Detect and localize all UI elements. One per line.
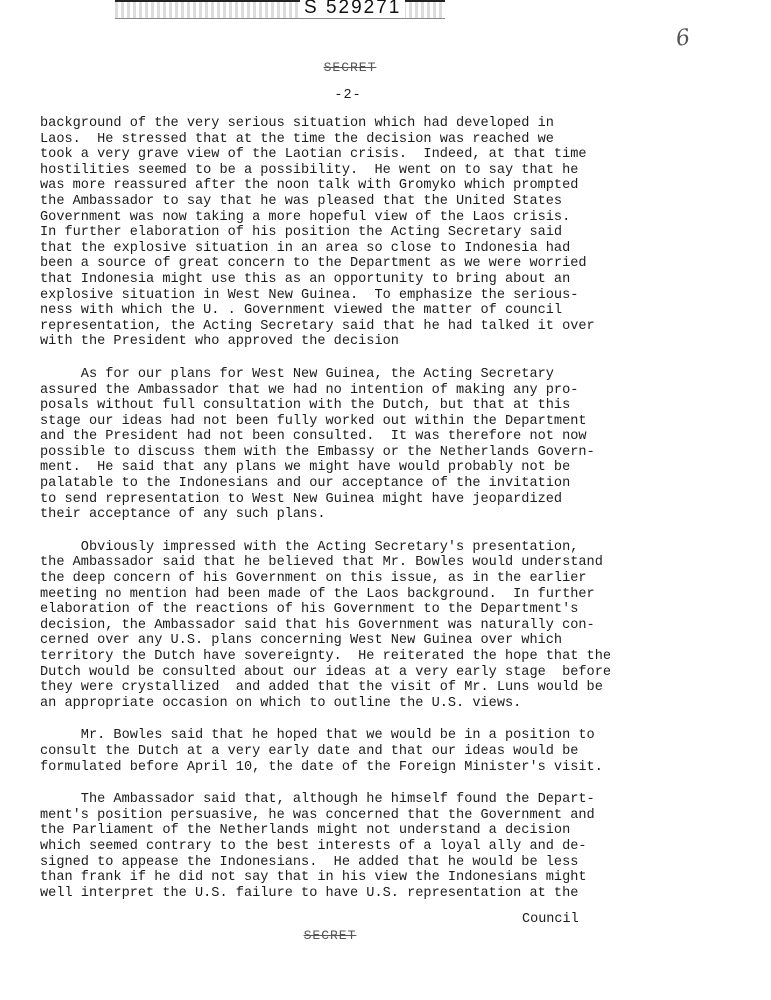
memo-body (40, 116, 680, 918)
text-line: signed to appease the Indonesians. He added that he would be less (40, 854, 579, 870)
text-line: the Ambassador to say that he was pleased that the United States (40, 193, 563, 209)
text-line: Dutch would be consulted about our ideas at a very early stage before (40, 664, 612, 680)
text-line: As for our plans for West New Guinea, the Acting Secretary (40, 366, 554, 382)
text-line: assured the Ambassador that we had no intention of making any pro- (40, 382, 579, 398)
text-line: than frank if he did not say that in his view the Indonesians might (40, 870, 587, 886)
text-line: explosive situation in West New Guinea. To emphasize the serious- (40, 287, 579, 303)
catchword: Council (522, 912, 579, 927)
text-line: decision, the Ambassador said that his Government was naturally con- (40, 617, 595, 633)
text-line: the Ambassador said that he believed that Mr. Bowles would understand (40, 555, 603, 571)
memo-paragraph (40, 367, 680, 523)
text-line: hostilities seemed to be a possibility. He went on to say that he (40, 162, 579, 178)
memo-paragraph (40, 116, 680, 350)
text-line: In further elaboration of his position the Acting Secretary said (40, 225, 563, 241)
text-line: elaboration of the reactions of his Government to the Department's (40, 602, 579, 618)
text-line: their acceptance of any such plans. (40, 507, 326, 523)
text-line: ment. He said that any plans we might have would probably not be (40, 460, 571, 476)
text-line: territory the Dutch have sovereignty. He reiterated the hope that the (40, 649, 612, 664)
text-line: ment's position persuasive, he was concerned that the Government and (40, 807, 595, 823)
classification-marking-top: SECRET (323, 60, 377, 75)
text-line: Laos. He stressed that at the time the decision was reached we (40, 131, 554, 147)
classification-marking-bottom: SECRET (303, 928, 357, 943)
text-line: ness with which the U. . Government viewed the matter of council (40, 303, 563, 319)
text-line: Obviously impressed with the Acting Secretary's presentation, (40, 539, 579, 555)
text-line: been a source of great concern to the Department as we were worried (40, 256, 587, 272)
text-line: cerned over any U.S. plans concerning West New Guinea over which (40, 633, 563, 649)
text-line: with the President who approved the decision (40, 334, 399, 350)
handwritten-page-mark: 6 (674, 25, 692, 52)
text-line: was more reassured after the noon talk with Gromyko which prompted (40, 178, 579, 194)
text-line: posals without full consultation with the Dutch, but that at this (40, 398, 571, 414)
text-line: to send representation to West New Guinea might have jeopardized (40, 491, 563, 507)
text-line: palatable to the Indonesians and our acceptance of the invitation (40, 476, 571, 492)
memo-paragraph (40, 792, 680, 901)
text-line: they were crystallized and added that the visit of Mr. Luns would be (40, 680, 603, 696)
text-line: formulated before April 10, the date of the Foreign Minister's visit. (40, 759, 603, 775)
page-number: -2- (334, 88, 362, 103)
text-line: possible to discuss them with the Embassy or the Netherlands Govern- (40, 444, 595, 460)
text-line: the Parliament of the Netherlands might not understand a decision (40, 823, 571, 839)
text-line: stage our ideas had not been fully worked out within the Department (40, 413, 587, 429)
text-line: meeting no mention had been made of the Laos background. In further (40, 586, 595, 602)
text-line: took a very grave view of the Laotian crisis. Indeed, at that time (40, 147, 587, 163)
text-line: Mr. Bowles said that he hoped that we would be in a position to (40, 728, 595, 744)
text-line: Government was now taking a more hopeful view of the Laos crisis. (40, 209, 571, 225)
document-stamp-number: S 529271 (300, 0, 405, 18)
text-line: the deep concern of his Government on this issue, as in the earlier (40, 571, 587, 587)
text-line: that the explosive situation in an area so close to Indonesia had (40, 240, 571, 256)
text-line: that Indonesia might use this as an opportunity to bring about an (40, 271, 571, 287)
memo-paragraph (40, 540, 680, 712)
text-line: representation, the Acting Secretary said that he had talked it over (40, 318, 595, 334)
text-line: which seemed contrary to the best interests of a loyal ally and de- (40, 838, 587, 854)
text-line: an appropriate occasion on which to outline the U.S. views. (40, 695, 522, 711)
text-line: background of the very serious situation which had developed in (40, 116, 554, 131)
memo-paragraph (40, 728, 680, 775)
text-line: well interpret the U.S. failure to have U.S. representation at the (40, 885, 579, 901)
text-line: consult the Dutch at a very early date and that our ideas would be (40, 743, 579, 759)
text-line: and the President had not been consulted. It was therefore not now (40, 429, 587, 445)
text-line: The Ambassador said that, although he himself found the Depart- (40, 792, 595, 808)
